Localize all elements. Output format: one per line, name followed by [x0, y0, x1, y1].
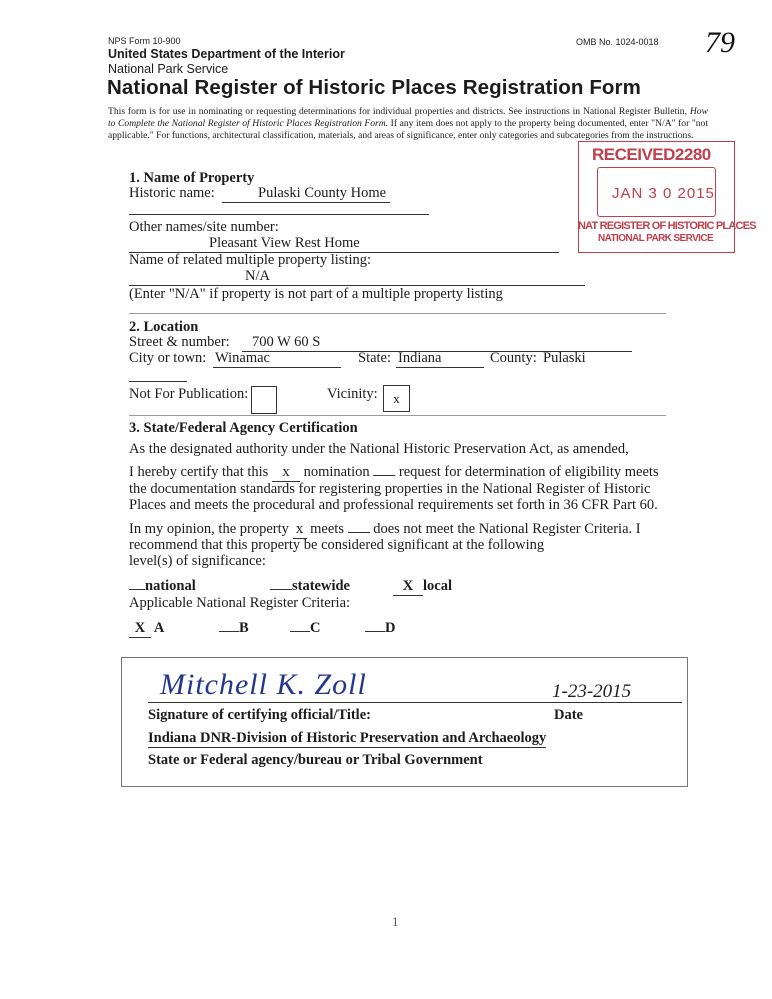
page-title: National Register of Historic Places Registration Form: [107, 76, 641, 99]
not-for-publication-checkbox[interactable]: [251, 386, 277, 414]
county-value: Pulaski: [543, 350, 586, 366]
section-1-heading: 1. Name of Property: [129, 170, 255, 186]
department-name: United States Department of the Interior: [108, 47, 345, 61]
historic-name-value: Pulaski County Home: [222, 185, 390, 203]
instructions: This form is for use in nominating or requesting determinations for individual properties and districts. See instructions in National Register Bulletin, How to Complete the National Register of Historic Places Registration Form. If any item does not apply to the property being documented, enter "N/A" for "not applicable." For functions, architectural classification, materials, and areas of significance, enter only categories and subcategories from the instructions.: [108, 106, 708, 141]
other-names-value: Pleasant View Rest Home: [129, 235, 559, 253]
level-local: X local: [393, 578, 452, 596]
state-value: Indiana: [396, 350, 484, 368]
city-label: City or town:: [129, 350, 207, 366]
agency-name: Indiana DNR-Division of Historic Preservation and Archaeology: [148, 730, 547, 746]
date-label: Date: [554, 707, 583, 723]
agency-label: State or Federal agency/bureau or Tribal Government: [148, 752, 483, 768]
street-label: Street & number:: [129, 334, 230, 350]
level-national: national: [129, 578, 196, 595]
certify-line-3: Places and meets the procedural and professional requirements set forth in 36 CFR Part 60.: [129, 497, 658, 513]
criteria-label: Applicable National Register Criteria:: [129, 595, 351, 611]
criterion-a: X A: [129, 620, 164, 638]
page-number: 1: [392, 914, 399, 929]
vicinity-label: Vicinity:: [327, 386, 378, 402]
vicinity-checkbox[interactable]: x: [383, 385, 410, 412]
section-3-heading: 3. State/Federal Agency Certification: [129, 420, 358, 436]
related-listing-value: N/A: [129, 268, 585, 286]
form-number: NPS Form 10-900: [108, 36, 181, 46]
criterion-b: B: [219, 620, 249, 637]
short-rule: [129, 381, 187, 382]
section-divider: [129, 313, 666, 314]
certify-line-2: the documentation standards for registering properties in the National Register of Historic: [129, 481, 651, 497]
authority-statement: As the designated authority under the National Historic Preservation Act, as amended,: [129, 441, 629, 457]
corner-number: 79: [705, 26, 735, 59]
handwritten-signature: Mitchell K. Zoll: [160, 668, 367, 701]
opinion-line-2: recommend that this property be considered significant at the following: [129, 537, 545, 553]
stamp-park-service: NATIONAL PARK SERVICE: [598, 233, 714, 244]
county-label: County:: [490, 350, 537, 366]
stamp-date: JAN 3 0 2015: [612, 185, 715, 202]
level-statewide: statewide: [270, 578, 350, 595]
historic-name-label: Historic name:: [129, 185, 215, 201]
related-listing-label: Name of related multiple property listing:: [129, 252, 372, 268]
city-value: Winamac: [213, 350, 341, 368]
stamp-register: NAT REGISTER OF HISTORIC PLACES: [578, 220, 756, 232]
signature-line: [148, 702, 682, 703]
criterion-c: C: [290, 620, 320, 637]
omb-number: OMB No. 1024-0018: [576, 37, 659, 47]
separator-line: [129, 214, 429, 215]
handwritten-date: 1-23-2015: [552, 681, 632, 702]
street-value: 700 W 60 S: [242, 334, 632, 352]
na-note: (Enter "N/A" if property is not part of a multiple property listing: [129, 286, 503, 302]
criterion-d: D: [365, 620, 395, 637]
signature-label: Signature of certifying official/Title:: [148, 707, 371, 723]
service-name: National Park Service: [108, 62, 229, 76]
not-for-publication-label: Not For Publication:: [129, 386, 249, 402]
other-names-label: Other names/site number:: [129, 219, 279, 235]
section-divider: [129, 415, 666, 416]
certify-line: I hereby certify that this x nomination request for determination of eligibility meets: [129, 464, 659, 480]
section-2-heading: 2. Location: [129, 319, 199, 335]
stamp-received: RECEIVED2280: [592, 145, 711, 164]
opinion-line: In my opinion, the property x meets does not meet the National Register Criteria. I: [129, 521, 641, 537]
opinion-line-3: level(s) of significance:: [129, 553, 266, 569]
state-label: State:: [358, 350, 392, 366]
